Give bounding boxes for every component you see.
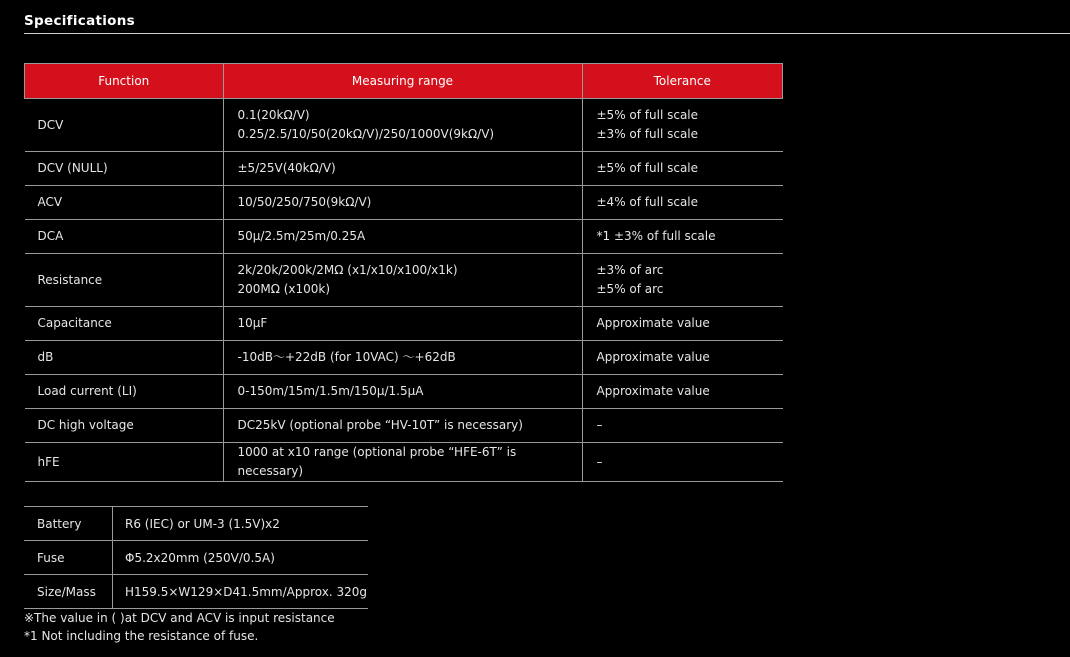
table-row	[24, 507, 368, 541]
cell-function: DCV	[25, 99, 224, 152]
cell-value: Φ5.2x20mm (250V/0.5A)	[113, 541, 369, 575]
table-row	[25, 341, 783, 375]
cell-value: H159.5×W129×D41.5mm/Approx. 320g	[113, 575, 369, 609]
cell-value: R6 (IEC) or UM-3 (1.5V)x2	[113, 507, 369, 541]
cell-measuring-range	[223, 307, 582, 341]
tolerance-line: ±3% of full scale	[596, 127, 699, 141]
table-row	[25, 220, 783, 254]
cell-measuring-range	[223, 220, 582, 254]
tolerance-line: *1 ±3% of full scale	[596, 229, 716, 243]
footnote-input-resistance: ※The value in ( )at DCV and ACV is input resistance	[24, 611, 335, 625]
cell-measuring-range	[223, 152, 582, 186]
tolerance-line: Approximate value	[596, 384, 710, 398]
footnote-fuse: *1 Not including the resistance of fuse.	[24, 629, 259, 643]
range-line: DC25kV (optional probe “HV-10T” is necessary)	[237, 418, 523, 432]
range-line: 0.25/2.5/10/50(20kΩ/V)/250/1000V(9kΩ/V)	[237, 127, 495, 141]
cell-label: Size/Mass	[24, 575, 113, 609]
header-measuring-range: Measuring range	[223, 64, 582, 99]
cell-tolerance	[582, 99, 783, 152]
range-line: 0.1(20kΩ/V)	[237, 108, 310, 122]
table-row	[25, 375, 783, 409]
cell-measuring-range	[223, 254, 582, 307]
cell-function: hFE	[25, 443, 224, 482]
cell-measuring-range	[223, 375, 582, 409]
cell-function: Capacitance	[25, 307, 224, 341]
cell-function: Load current (LI)	[25, 375, 224, 409]
cell-measuring-range	[223, 186, 582, 220]
tolerance-line: ±4% of full scale	[596, 195, 699, 209]
specifications-table	[24, 63, 783, 482]
cell-function: DC high voltage	[25, 409, 224, 443]
cell-measuring-range	[223, 341, 582, 375]
tolerance-line: Approximate value	[596, 316, 710, 330]
range-line: ±5/25V(40kΩ/V)	[237, 161, 336, 175]
cell-tolerance	[582, 152, 783, 186]
cell-measuring-range	[223, 99, 582, 152]
header-function: Function	[25, 64, 224, 99]
table-row	[25, 186, 783, 220]
cell-label: Battery	[24, 507, 113, 541]
tolerance-line: ±3% of arc	[596, 263, 664, 277]
range-line: 50μ/2.5m/25m/0.25A	[237, 229, 366, 243]
header-tolerance: Tolerance	[582, 64, 783, 99]
table-row	[25, 443, 783, 482]
cell-function: Resistance	[25, 254, 224, 307]
cell-measuring-range	[223, 443, 582, 482]
cell-tolerance	[582, 254, 783, 307]
table-row	[25, 254, 783, 307]
cell-function: ACV	[25, 186, 224, 220]
cell-tolerance	[582, 307, 783, 341]
cell-tolerance	[582, 220, 783, 254]
table-row	[25, 152, 783, 186]
table-row	[25, 99, 783, 152]
cell-measuring-range	[223, 409, 582, 443]
table-row	[25, 409, 783, 443]
table-row	[24, 575, 368, 609]
range-line: 2k/20k/200k/2MΩ (x1/x10/x100/x1k)	[237, 263, 458, 277]
range-line: -10dB～+22dB (for 10VAC) ～+62dB	[237, 350, 456, 364]
table-header-row	[25, 64, 783, 99]
cell-tolerance	[582, 186, 783, 220]
tolerance-line: ±5% of arc	[596, 282, 664, 296]
cell-tolerance	[582, 443, 783, 482]
range-line: 0-150m/15m/1.5m/150μ/1.5μA	[237, 384, 424, 398]
tolerance-line: Approximate value	[596, 350, 710, 364]
cell-function: DCV (NULL)	[25, 152, 224, 186]
tolerance-line: ±5% of full scale	[596, 108, 699, 122]
cell-tolerance	[582, 375, 783, 409]
range-line: 1000 at x10 range (optional probe “HFE-6T” is necessary)	[237, 445, 517, 478]
title-divider	[24, 33, 1070, 34]
range-line: 10μF	[237, 316, 268, 330]
cell-function: DCA	[25, 220, 224, 254]
tolerance-line: ±5% of full scale	[596, 161, 699, 175]
cell-tolerance	[582, 409, 783, 443]
range-line: 200MΩ (x100k)	[237, 282, 331, 296]
tolerance-line: –	[596, 418, 603, 432]
page-title: Specifications	[24, 13, 135, 29]
tolerance-line: –	[596, 454, 603, 469]
range-line: 10/50/250/750(9kΩ/V)	[237, 195, 372, 209]
cell-tolerance	[582, 341, 783, 375]
table-row	[25, 307, 783, 341]
table-row	[24, 541, 368, 575]
cell-function: dB	[25, 341, 224, 375]
power-size-table	[24, 506, 368, 609]
cell-label: Fuse	[24, 541, 113, 575]
